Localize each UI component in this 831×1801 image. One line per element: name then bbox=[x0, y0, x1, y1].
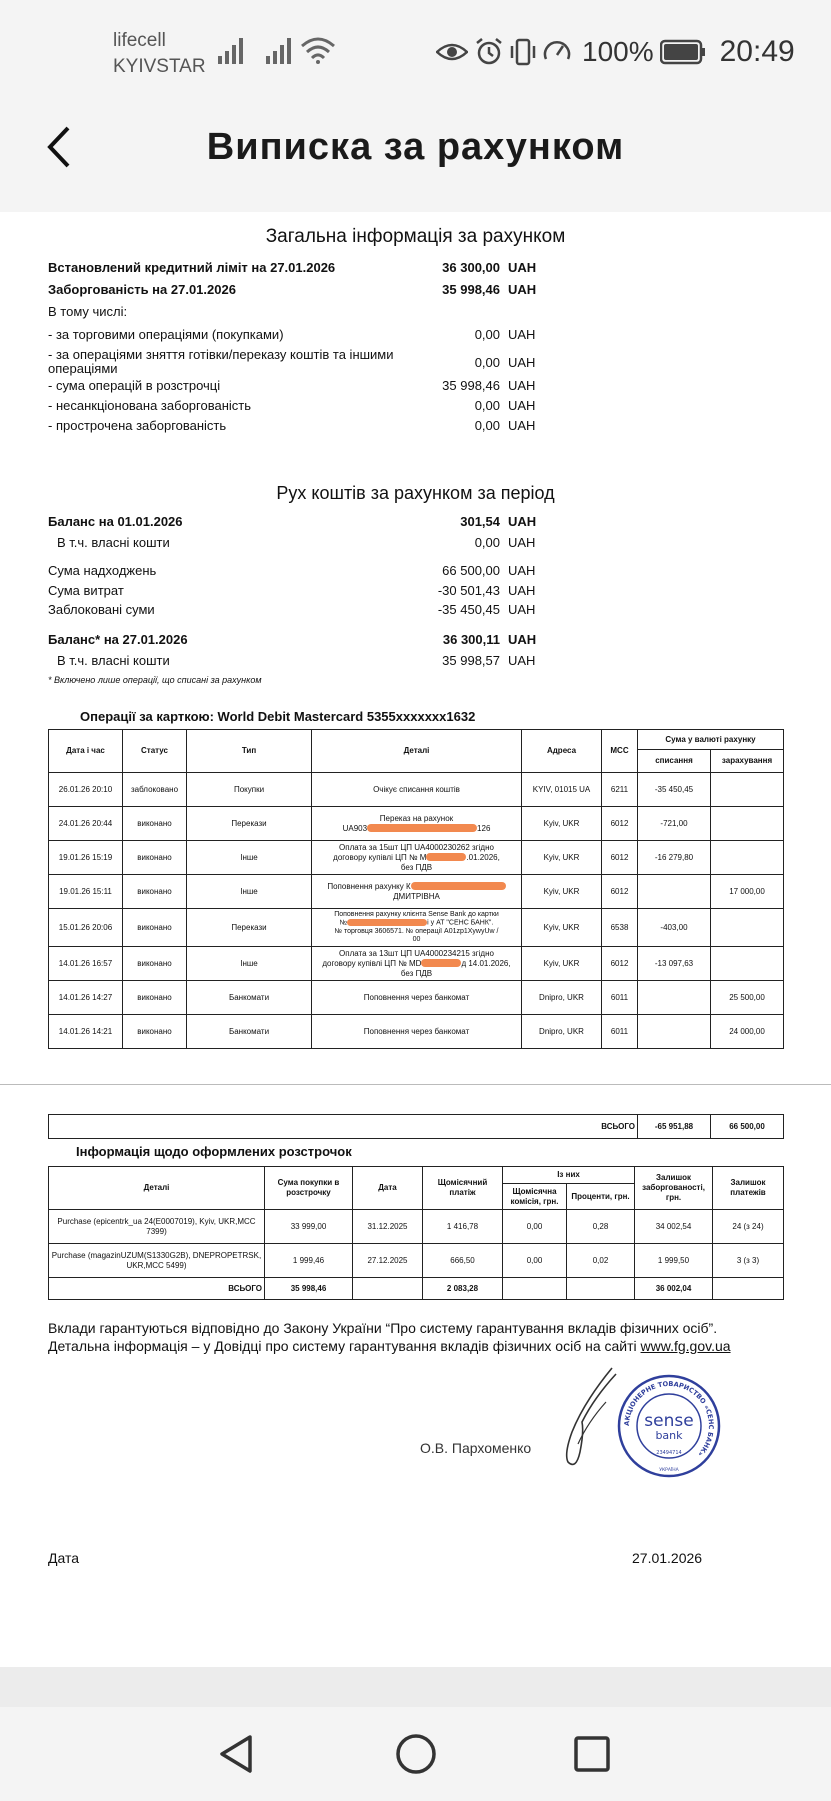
page-title: Виписка за рахунком bbox=[206, 126, 625, 168]
table-subheader-row: Щомісячна комісія, грн. Проценти, грн. bbox=[49, 1184, 784, 1210]
date-label: Дата bbox=[48, 1550, 80, 1566]
table-row: 26.01.26 20:10 заблоковано Покупки Очікує списання коштів KYIV, 01015 UA 6211 -35 450,45 bbox=[49, 773, 784, 807]
bank-seal-stamp bbox=[617, 1374, 721, 1478]
eye-icon bbox=[436, 40, 468, 64]
own-funds-start-row: В т.ч. власні кошти 0,00 UAH bbox=[57, 535, 536, 550]
card-operations-total bbox=[48, 1114, 784, 1139]
status-bar bbox=[0, 0, 831, 100]
table-row: 14.01.26 16:57 виконано Інше Оплата за 13шт ЦП UA4000234215 згідно договору купівлі ЦП № MD д 14.01.2026, без ПДВ Kyiv, UKR 6012 -13 097,63 bbox=[49, 947, 784, 981]
carrier-1: lifecell bbox=[113, 30, 166, 51]
table-row: 19.01.26 15:19 виконано Інше Оплата за 15шт ЦП UA4000230262 згідно договору купівлі ЦП № М .01.2026, без ПДВ Kyiv, UKR 6012 -16 279,80 bbox=[49, 841, 784, 875]
battery-percent: 100% bbox=[582, 36, 654, 67]
installment-sum-row: - сума операцій в розстрочці 35 998,46 UAH bbox=[48, 378, 536, 393]
income-row: Сума надходжень 66 500,00 UAH bbox=[48, 563, 536, 578]
table-row: 19.01.26 15:11 виконано Інше Поповнення рахунку К ДМИТРІВНА Kyiv, UKR 6012 17 000,00 bbox=[49, 875, 784, 909]
installments-table bbox=[48, 1166, 784, 1300]
system-nav-bar bbox=[0, 1707, 831, 1801]
bottom-spacer bbox=[0, 1667, 831, 1707]
own-funds-end-row: В т.ч. власні кошти 35 998,57 UAH bbox=[57, 653, 536, 668]
battery-icon bbox=[660, 39, 706, 65]
col-details: Деталі bbox=[312, 730, 522, 773]
redaction-mark bbox=[411, 882, 506, 890]
fg-link[interactable]: www.fg.gov.ua bbox=[640, 1338, 731, 1354]
col-date: Дата і час bbox=[49, 730, 123, 773]
nav-home-icon[interactable] bbox=[391, 1729, 441, 1779]
blocked-row: Заблоковані суми -35 450,45 UAH bbox=[48, 602, 536, 617]
table-header-row: Деталі Сума покупки в розстрочку Дата Щомісячний платіж Із них Залишок заборгованості, грн. Залишок платежів bbox=[49, 1167, 784, 1184]
vibrate-icon bbox=[510, 37, 536, 67]
seal-country: УКРАЇНА bbox=[659, 1468, 679, 1473]
seal-code: 23494714 bbox=[656, 1450, 682, 1456]
table-row: 14.01.26 14:21 виконано Банкомати Поповнення через банкомат Dnipro, UKR 6011 24 000,00 bbox=[49, 1015, 784, 1049]
col-debit: списання bbox=[638, 750, 711, 773]
table-row: Purchase (magazinUZUM(S1330G2B), DNEPROPETRSK, UKR,MCC 5499) 1 999,46 27.12.2025 666,50 0,00 0,02 1 999,50 3 (з 3) bbox=[49, 1244, 784, 1278]
table-header-row bbox=[49, 730, 784, 750]
carrier-2: KYIVSTAR bbox=[113, 56, 206, 77]
balance-end-row: Баланс* на 27.01.2026 36 300,11 UAH bbox=[48, 632, 537, 647]
nav-recents-icon[interactable] bbox=[567, 1729, 617, 1779]
col-mcc: MCC bbox=[602, 730, 638, 773]
card-operations-title: Операції за карткою: World Debit Mastercard 5355xxxxxxx1632 bbox=[80, 709, 476, 724]
alarm-icon bbox=[474, 37, 504, 67]
general-info-title: Загальна інформація за рахунком bbox=[265, 226, 566, 247]
col-status: Статус bbox=[123, 730, 187, 773]
movement-title: Рух коштів за рахунком за період bbox=[276, 483, 555, 503]
statement-document[interactable] bbox=[0, 212, 831, 1667]
wifi-icon bbox=[300, 36, 336, 64]
table-row: 14.01.26 14:27 виконано Банкомати Поповнення через банкомат Dnipro, UKR 6011 25 500,00 bbox=[49, 981, 784, 1015]
signal-icon-2 bbox=[266, 38, 294, 64]
installments-title: Інформація щодо оформлених розстрочок bbox=[76, 1144, 352, 1159]
table-row: 24.01.26 20:44 виконано Перекази Переказ на рахунок UA903 126 Kyiv, UKR 6012 -721,00 bbox=[49, 807, 784, 841]
overdue-debt-row: - прострочена заборгованість 0,00 UAH bbox=[48, 418, 536, 433]
footnote: * Включено лише операції, що списані за рахунком bbox=[48, 675, 262, 685]
redaction-mark bbox=[367, 824, 477, 832]
redaction-mark bbox=[347, 919, 427, 926]
redaction-mark bbox=[426, 853, 466, 861]
signature-image bbox=[554, 1362, 624, 1472]
balance-start-row: Баланс на 01.01.2026 301,54 UAH bbox=[48, 514, 537, 529]
total-row: ВСЬОГО 35 998,46 2 083,28 36 002,04 bbox=[49, 1278, 784, 1300]
clock: 20:49 bbox=[719, 35, 795, 68]
carrier-names bbox=[113, 28, 206, 80]
deposit-guarantee-text: Вклади гарантуються відповідно до Закону України “Про систему гарантування вкладів фізичних осіб”. Детальна інформація – у Довідці про систему гарантування вкладів фізичних осіб на сайті www.fg.gov.ua bbox=[48, 1320, 731, 1354]
app-header bbox=[0, 100, 831, 212]
table-row: Purchase (epicentrk_ua 24(E0007019), Kyiv, UKR,MCC 7399) 33 999,00 31.12.2025 1 416,78 0,00 0,28 34 002,54 24 (з 24) bbox=[49, 1210, 784, 1244]
table-row: 15.01.26 20:06 виконано Перекази Поповнення рахунку клієнта Sense Bank до картки № і у АТ "СЕНС БАНК". № торговця 3606571. № операції A01zp1XywyUw / 00 Kyiv, UKR 6538 -403,00 bbox=[49, 909, 784, 947]
trade-ops-row: - за торговими операціями (покупками) 0,00 UAH bbox=[48, 327, 536, 342]
cash-ops-row: - за операціями зняття готівки/переказу коштів та іншими операціями 0,00 UAH bbox=[48, 347, 536, 376]
unauthorized-debt-row: - несанкціонована заборгованість 0,00 UAH bbox=[48, 398, 536, 413]
col-credit: зарахування bbox=[711, 750, 784, 773]
redaction-mark bbox=[421, 959, 461, 967]
seal-ring-text: АКЦІОНЕРНЕ ТОВАРИСТВО «СЕНС БАНК» bbox=[622, 1379, 716, 1459]
nav-back-icon[interactable] bbox=[212, 1729, 262, 1779]
credit-limit-row: Встановлений кредитний ліміт на 27.01.2026 36 300,00 UAH bbox=[48, 260, 537, 275]
col-type: Тип bbox=[187, 730, 312, 773]
speedometer-icon bbox=[542, 37, 572, 67]
expenses-row: Сума витрат -30 501,43 UAH bbox=[48, 583, 536, 598]
col-address: Адреса bbox=[522, 730, 602, 773]
signer-name: О.В. Пархоменко bbox=[420, 1440, 532, 1456]
seal-logo-word2: bank bbox=[655, 1429, 683, 1442]
card-operations-table bbox=[48, 729, 784, 1049]
col-account-currency: Сума у валюті рахунку bbox=[638, 730, 784, 750]
status-right bbox=[436, 30, 795, 74]
debt-row: Заборгованість на 27.01.2026 35 998,46 UAH bbox=[48, 282, 537, 297]
page-break-divider bbox=[0, 1084, 831, 1085]
total-row: ВСЬОГО -65 951,88 66 500,00 bbox=[49, 1115, 784, 1139]
seal-logo-word1: sense bbox=[644, 1411, 694, 1431]
date-value: 27.01.2026 bbox=[632, 1550, 703, 1566]
signal-icon-1 bbox=[218, 38, 246, 64]
including-row: В тому числі: bbox=[48, 304, 128, 319]
